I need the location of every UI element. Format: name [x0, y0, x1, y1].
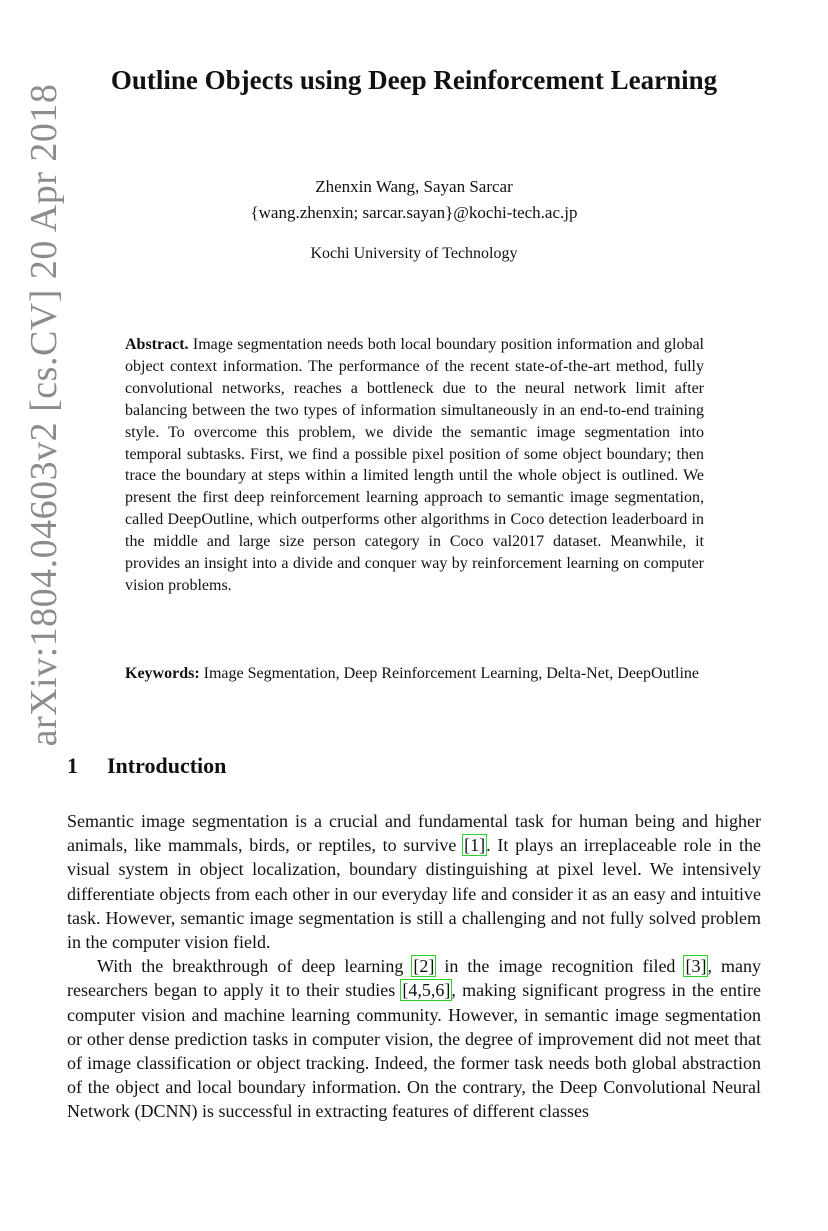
paragraph-text: Semantic image segmentation is a crucial and fundamental task for human being and higher animals, like mammals, birds, or reptiles, to survive [67, 811, 761, 856]
paper-title: Outline Objects using Deep Reinforcement Learning [110, 65, 718, 95]
arxiv-identifier-stamp [14, 60, 74, 770]
paragraph-text: , making significant progress in the entire computer vision and machine learning community. However, in semantic image segmentation or other dense prediction tasks in computer vision, the degree of improvement did not meet that of image classification or object tracking. Indeed, the former task needs both global abstraction of the object and local boundary information. On the contrary, the Deep Convolutional Neural Network (DCNN) is successful in extracting features of different classes [67, 980, 761, 1122]
paragraph-text: in the image recognition filed [435, 956, 685, 977]
citation-link[interactable]: [2] [413, 956, 435, 977]
keywords [125, 663, 704, 685]
citation-link[interactable]: [3] [685, 956, 707, 977]
paragraph-text: , many researchers began to apply it to their studies [67, 956, 761, 1001]
citation-link[interactable]: [4,5,6] [402, 980, 451, 1001]
section-title: Introduction [107, 753, 227, 778]
keywords-text: Image Segmentation, Deep Reinforcement Learning, Delta-Net, DeepOutline [203, 665, 700, 682]
paragraph-text: With the breakthrough of deep learning [97, 956, 413, 977]
abstract-label: Abstract. [125, 336, 189, 353]
abstract [125, 334, 704, 597]
section-number: 1 [67, 753, 78, 778]
abstract-text: Image segmentation needs both local boundary position information and global object context information. The performance of the recent state-of-the-art method, fully convolutional networks, reaches a bottleneck due to the neural network limit after balancing between the two types of information simultaneously in an end-to-end training style. To overcome this problem, we divide the semantic image segmentation into temporal subtasks. First, we find a possible pixel position of some object boundary; then trace the boundary at steps within a limited length until the whole object is outlined. We present the first deep reinforcement learning approach to semantic image segmentation, called DeepOutline, which outperforms other algorithms in Coco detection leaderboard in the middle and large size person category in Coco val2017 dataset. Meanwhile, it provides an insight into a divide and conquer way by reinforcement learning on computer vision problems. [125, 336, 704, 594]
citation-link[interactable]: [1] [464, 835, 486, 856]
keywords-label: Keywords: [125, 665, 200, 682]
arxiv-identifier-text: arXiv:1804.04603v2 [cs.CV] 20 Apr 2018 [23, 83, 65, 747]
author-list: Zhenxin Wang, Sayan Sarcar [315, 177, 513, 196]
intro-paragraph-1 [67, 809, 761, 954]
intro-paragraph-2 [67, 954, 761, 1123]
introduction-body [67, 809, 761, 1124]
paragraph-text: . It plays an irreplaceable role in the visual system in object localization, boundary distinguishing at pixel level. We intensively differentiate objects from each other in our everyday life and consider it as an easy and intuitive task. However, semantic image segmentation is still a challenging and not fully solved problem in the computer vision field. [67, 835, 761, 953]
section-heading-introduction [67, 751, 226, 781]
affiliation: Kochi University of Technology [310, 245, 518, 262]
author-emails: {wang.zhenxin; sarcar.sayan}@kochi-tech.ac.jp [250, 203, 578, 222]
